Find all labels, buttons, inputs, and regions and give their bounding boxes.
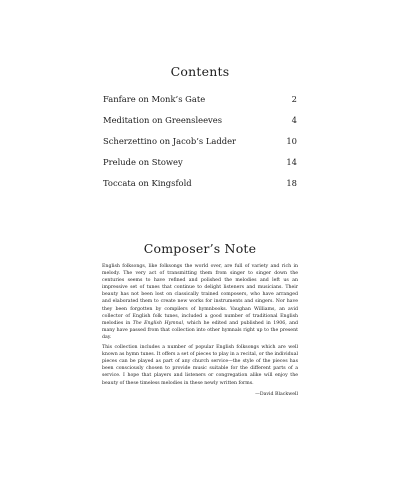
toc-entry-page: 18 — [286, 178, 297, 188]
toc-entry-title: Fanfare on Monk’s Gate — [103, 94, 206, 104]
toc-entry-title: Toccata on Kingsfold — [103, 178, 192, 188]
toc-entry — [103, 157, 297, 178]
contents-heading: Contents — [170, 64, 230, 79]
toc-entry-title: Scherzettino on Jacob’s Ladder — [103, 136, 237, 146]
note-paragraph-text: , which he edited and published in 1906, and many have passed from that collection into other hymnals right up to the present day. — [102, 320, 298, 340]
note-paragraph — [102, 263, 298, 341]
toc-entry-title: Meditation on Greensleeves — [103, 115, 223, 125]
note-paragraph: This collection includes a number of popular English folksongs which are well known as hymn tunes. It offers a set of pieces to play in a recital, or the individual pieces can be played as part of any church service—the style of the pieces has been consciously chosen to provide music suitable for the different parts of a service. I hope that players and listeners or congregation alike will enjoy the beauty of these timeless melodies in these newly written forms. — [102, 345, 298, 386]
toc-entry-title: Prelude on Stowey — [103, 157, 183, 167]
toc-entry — [103, 94, 297, 115]
signature: —David Blackwell — [255, 391, 298, 397]
toc-entry — [103, 136, 297, 157]
toc-entry-page: 10 — [286, 136, 297, 146]
composers-note-body — [102, 263, 298, 398]
toc-entry — [103, 115, 297, 136]
toc-entry-page: 4 — [291, 115, 297, 125]
toc-entry-page: 14 — [286, 157, 297, 167]
composers-note-heading: Composer’s Note — [143, 241, 257, 256]
hymnal-title: The English Hymnal — [132, 320, 183, 326]
note-paragraph-text: English folksongs, like folksongs the world over, are full of variety and rich in melody. The very act of transmitting them from singer to singer down the centuries seems to have refined and polished the melodies and left us an impressive set of tunes that continue to delight listeners and musicians. Their beauty has not been lost on classically trained composers, who have arranged and elaborated them to create new works for instruments and singers. Nor have they been forgotten by compilers of hymnbooks. Vaughan Williams, an avid collector of English folk tunes, included a good number of traditional English melodies in — [102, 264, 298, 326]
toc-entry-page: 2 — [291, 94, 297, 104]
toc-entry — [103, 178, 297, 199]
table-of-contents — [103, 94, 297, 199]
